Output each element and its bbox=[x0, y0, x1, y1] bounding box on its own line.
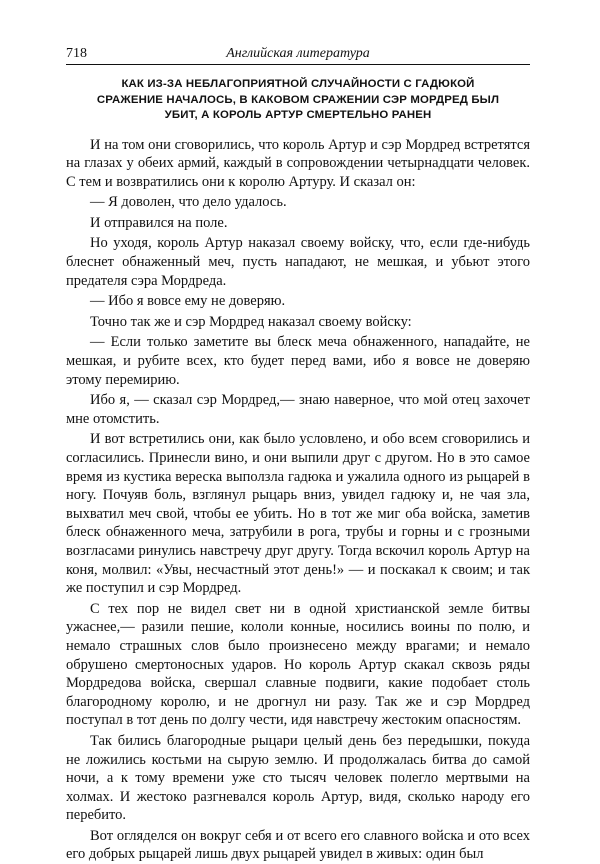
body-text bbox=[66, 136, 530, 864]
chapter-heading-line: СРАЖЕНИЕ НАЧАЛОСЬ, В КАКОВОМ СРАЖЕНИИ СЭР МОРДРЕД БЫЛ bbox=[66, 93, 530, 109]
running-header bbox=[66, 40, 530, 65]
section-title: Английская литература bbox=[66, 46, 530, 62]
paragraph: И вот встретились они, как было условлено, и обо всем сговорились и согласились. Принесли вино, и они выпили друг с другом. Но в это самое время из кустика вереска выползла гадюка и ужалила одного из рыцарей в ногу. Почуяв боль, взглянул рыцарь вниз, увидел гадюку и, не чая зла, выхватил меч свой, чтобы ее убить. Но в тот же миг оба войска, заметив блеск обнаженного меча, затрубили в рога, трубы и горны и с грозными возгласами ринулись навстречу друг другу. Тогда вскочил король Артур на коня, молвил: «Увы, несчастный этот день!» — и поскакал к своим; и так же поступил и сэр Мордред. bbox=[66, 430, 530, 597]
paragraph: — Если только заметите вы блеск меча обнаженного, нападайте, не мешкая, и рубите всех, кто будет перед вами, ибо я вовсе не доверяю этому перемирию. bbox=[66, 333, 530, 389]
paragraph: Вот огляделся он вокруг себя и от всего его славного войска и ото всех его добрых рыцарей лишь двух рыцарей увидел в живых: один был bbox=[66, 827, 530, 864]
paragraph: — Ибо я вовсе ему не доверяю. bbox=[66, 292, 530, 311]
paragraph: И отправился на поле. bbox=[66, 214, 530, 233]
chapter-heading-line: КАК ИЗ-ЗА НЕБЛАГОПРИЯТНОЙ СЛУЧАЙНОСТИ С ГАДЮКОЙ bbox=[66, 77, 530, 93]
book-page bbox=[66, 40, 530, 864]
paragraph: Но уходя, король Артур наказал своему войску, что, если где-нибудь блеснет обнаженный меч, пусть нападают, не мешкая, и убьют этого предателя сэра Мордреда. bbox=[66, 234, 530, 290]
paragraph: Так бились благородные рыцари целый день без передышки, покуда не ложились костьми на сырую землю. И продолжалась битва до самой ночи, а к тому времени уже сто тысяч человек полегло мертвыми на холмах. И жестоко разгневался король Артур, видя, сколько народу его перебито. bbox=[66, 732, 530, 825]
chapter-heading bbox=[66, 77, 530, 124]
paragraph: И на том они сговорились, что король Артур и сэр Мордред встретятся на глазах у обеих армий, каждый в сопровождении четырнадцати человек. С тем и возвратились они к королю Артуру. И сказал он: bbox=[66, 136, 530, 192]
paragraph: Ибо я, — сказал сэр Мордред,— знаю наверное, что мой отец захочет мне отомстить. bbox=[66, 391, 530, 428]
page-number: 718 bbox=[66, 46, 87, 62]
paragraph: — Я доволен, что дело удалось. bbox=[66, 193, 530, 212]
paragraph: С тех пор не видел свет ни в одной христианской земле битвы ужаснее,— разили пешие, кололи конные, носились воины по полю, и немало страшных слов было произнесено между врагами; и немало обрушено смертоносных ударов. Но король Артур скакал сквозь ряды Мордредова войска, свершал славные подвиги, какие подобает столь благородному королю, и не дрогнул ни разу. Так же и сэр Мордред поступал в тот день по долгу чести, идя навстречу жестоким опасностям. bbox=[66, 600, 530, 730]
paragraph: Точно так же и сэр Мордред наказал своему войску: bbox=[66, 313, 530, 332]
chapter-heading-line: УБИТ, А КОРОЛЬ АРТУР СМЕРТЕЛЬНО РАНЕН bbox=[66, 108, 530, 124]
